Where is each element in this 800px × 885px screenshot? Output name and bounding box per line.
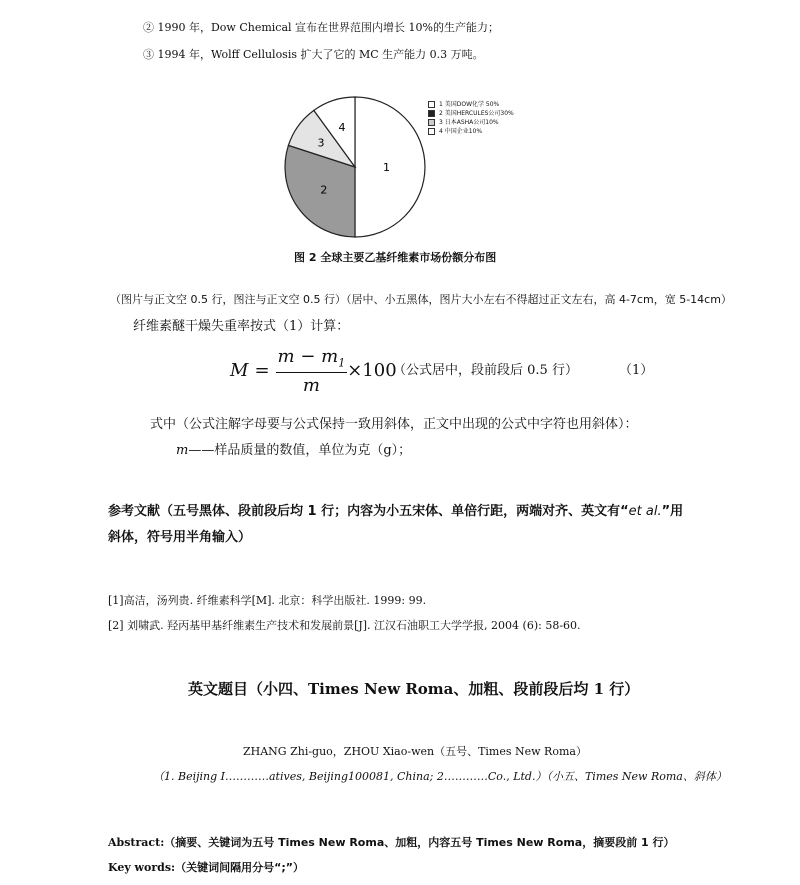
formula-numerator: m − m (277, 346, 339, 367)
legend-swatch-1 (428, 101, 435, 108)
abstract-text: （摘要、关键词为五号 Times New Roma、加粗，内容五号 Times New Roma，摘要段前 1 行） (164, 836, 675, 849)
pie-label-2: 2 (320, 183, 328, 197)
legend-label-4: 4 中国企业10% (439, 128, 483, 135)
legend-swatch-2 (428, 110, 435, 117)
legend-label-1: 1 美国DOW化学 50% (439, 101, 500, 108)
pie-label-1: 1 (383, 161, 390, 174)
reference-1: [1]高洁，汤列贵. 纤维素科学[M]. 北京：科学出版社. 1999: 99. (108, 594, 427, 607)
english-authors: ZHANG Zhi-guo，ZHOU Xiao-wen（五号、Times New Roma） (243, 745, 587, 758)
abstract-line (108, 834, 675, 850)
english-affiliation: （1. Beijing I…………atives, Beijing100081, China; 2…………Co., Ltd.）（小五、Times New Roma、斜体） (153, 770, 727, 783)
figure-caption: 图 2 全球主要乙基纤维素市场份额分布图 (294, 251, 497, 264)
formula-number: （1） (619, 363, 654, 378)
references-heading (108, 500, 683, 519)
formula-explanation: 式中（公式注解字母要与公式保持一致用斜体，正文中出现的公式中字符也用斜体）： (150, 417, 638, 432)
english-title: 英文题目（小四、Times New Roma、加粗、段前段后均 1 行） (188, 680, 640, 698)
keywords-label: Key words: (108, 861, 176, 874)
legend-entry-3 (428, 118, 514, 127)
formula-lhs: M (230, 360, 249, 382)
legend-label-2: 2 美国HERCULES公司30% (439, 110, 514, 117)
chart-legend (428, 100, 514, 136)
formula-denominator: m (302, 374, 320, 396)
references-heading-part-a: 参考文献（五号黑体、段前段后均 1 行；内容为小五宋体、单倍行距，两端对齐、英文有“ (108, 504, 629, 519)
variable-symbol: m (176, 443, 189, 458)
formula-fraction (276, 346, 348, 396)
pie-label-3: 3 (317, 136, 325, 150)
abstract-label: Abstract: (108, 836, 165, 849)
formula: M = $\frac{m - m_1}{m}$ ×100 (230, 346, 397, 396)
list-item-3: ③ 1994 年，Wolff Cellulosis 扩大了它的 MC 生产能力 0.3 万吨。 (143, 48, 484, 61)
keywords-text: （关键词间隔用分号“;”） (175, 861, 304, 874)
references-heading-etal: et al. (628, 504, 662, 519)
formula-times: ×100 (347, 360, 397, 382)
legend-entry-1 (428, 100, 514, 109)
variable-definition (176, 439, 411, 458)
formula-note: （公式居中，段前段后 0.5 行） (393, 363, 578, 378)
keywords-line (108, 859, 304, 875)
legend-label-3: 3 日本ASHA公司10% (439, 119, 499, 126)
variable-description: ——样品质量的数值，单位为克（g）； (188, 443, 412, 458)
reference-2: [2] 刘啸武. 羟丙基甲基纤维素生产技术和发展前景[J]. 江汉石油职工大学学报, 2004 (6): 58-60. (108, 619, 581, 632)
references-heading-line2: 斜体，符号用半角输入） (108, 530, 252, 545)
legend-entry-4 (428, 127, 514, 136)
figure-layout-note: （图片与正文空 0.5 行，图注与正文空 0.5 行）（居中、小五黑体，图片大小左右不得超过正文左右，高 4-7cm，宽 5-14cm） (110, 293, 732, 306)
formula-subscript: 1 (338, 356, 346, 370)
formula-intro: 纤维素醚干燥失重率按式（1）计算： (133, 319, 350, 334)
legend-entry-2 (428, 109, 514, 118)
references-heading-part-b: ”用 (661, 504, 684, 519)
legend-swatch-4 (428, 128, 435, 135)
legend-swatch-3 (428, 119, 435, 126)
pie-label-4: 4 (338, 121, 346, 135)
list-item-2: ② 1990 年，Dow Chemical 宣布在世界范围内增长 10%的生产能力； (143, 21, 499, 34)
